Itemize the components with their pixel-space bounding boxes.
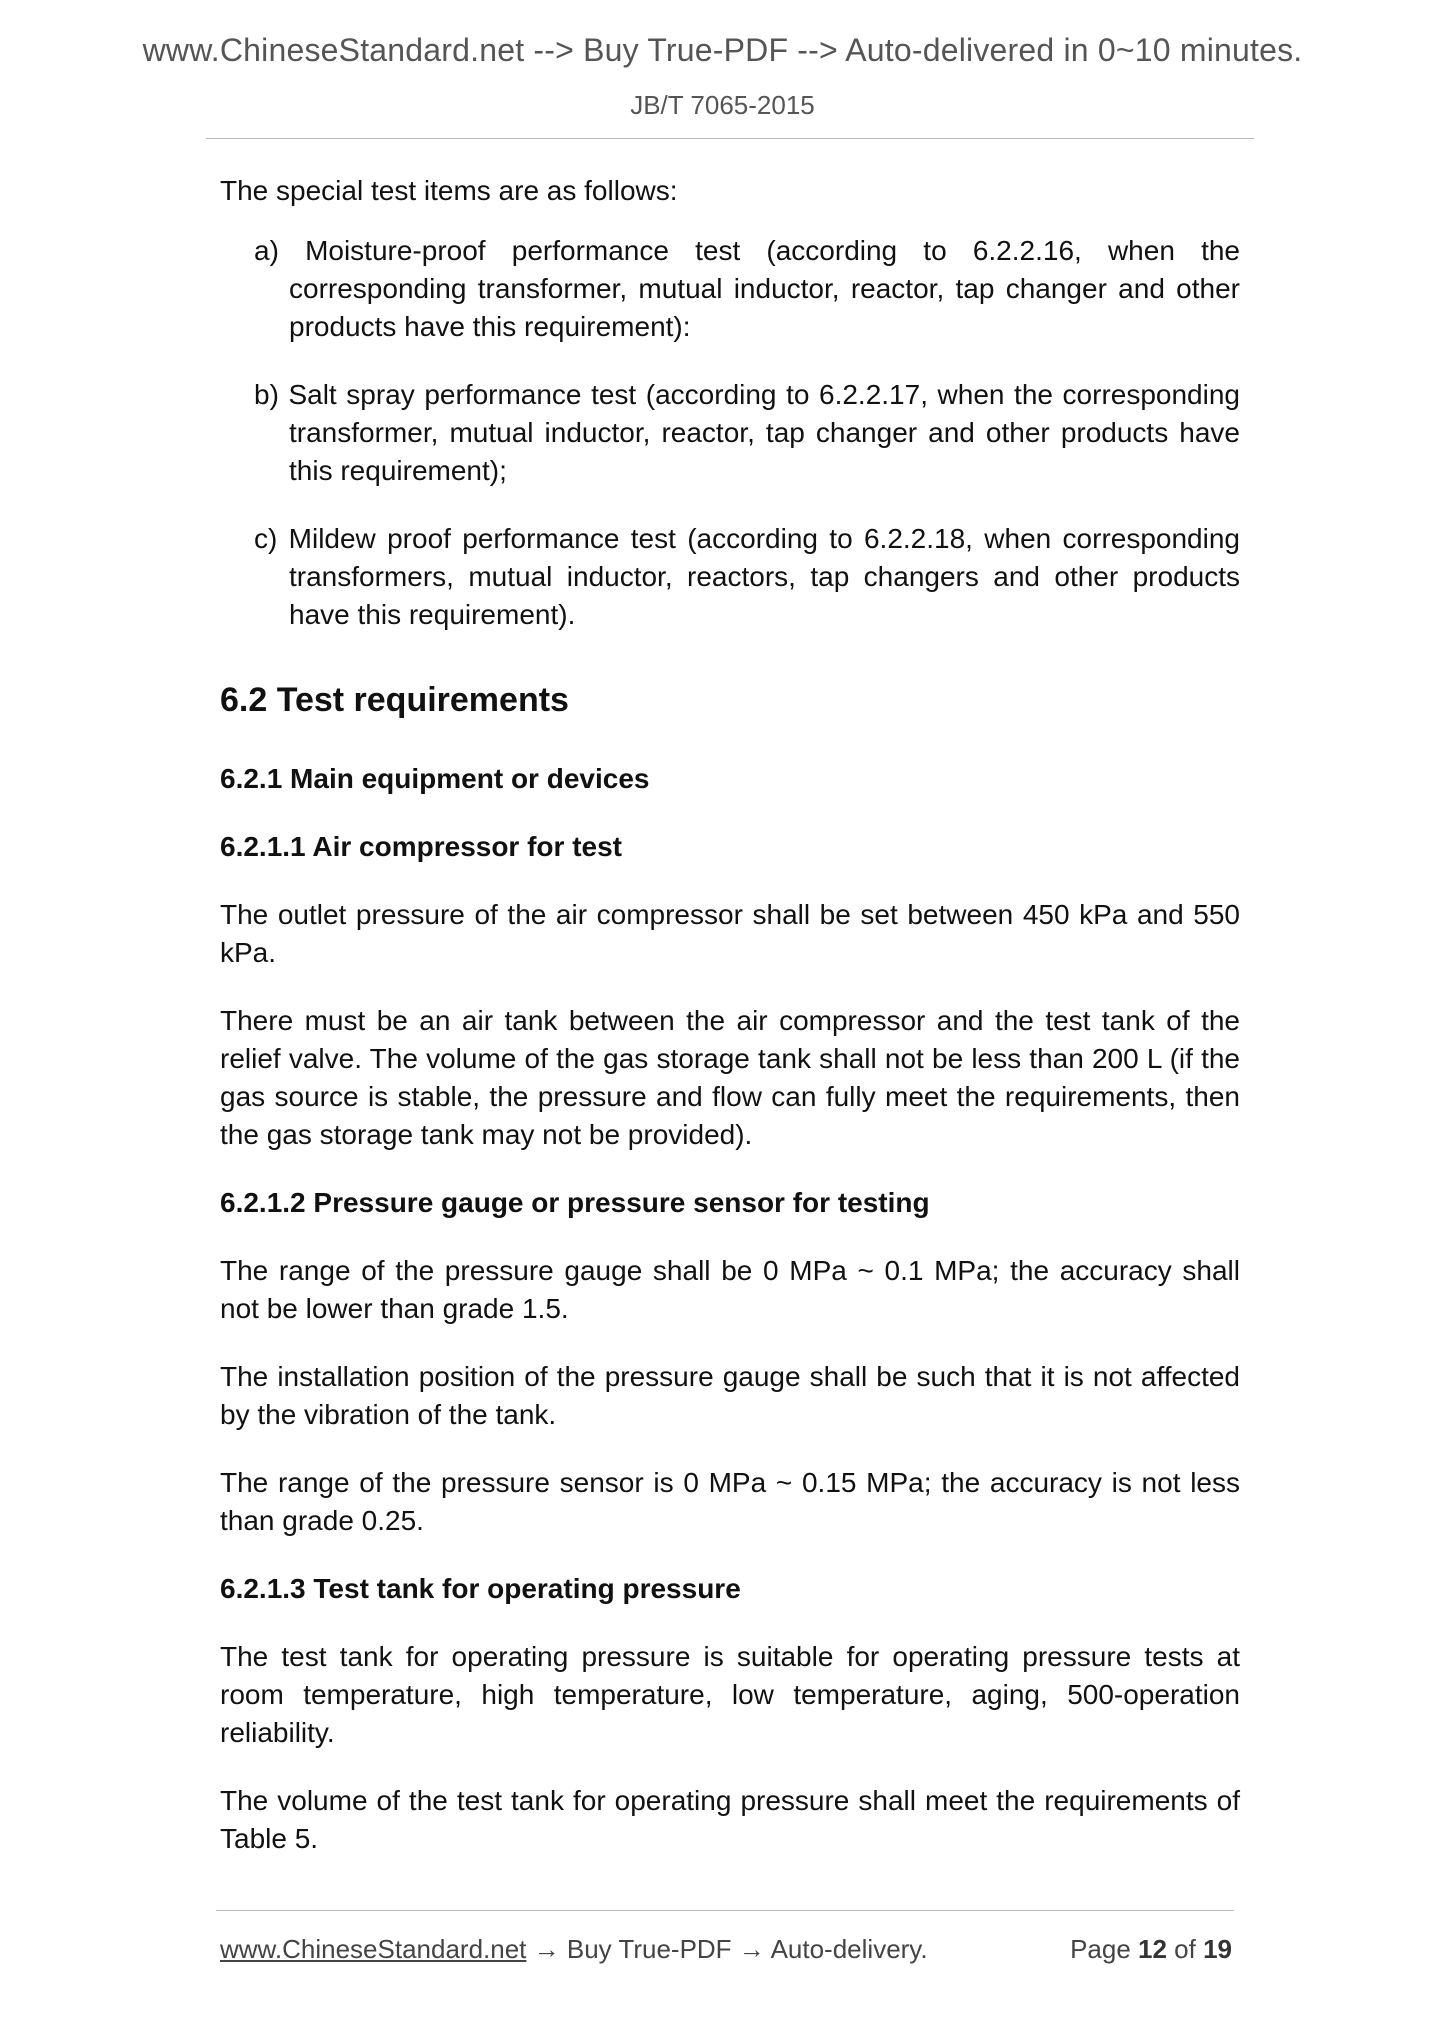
section-heading-6-2: 6.2 Test requirements <box>220 681 569 719</box>
intro-paragraph: The special test items are as follows: <box>220 175 678 206</box>
page-content <box>220 172 1240 1858</box>
list-item-b: b) Salt spray performance test (according to 6.2.2.17, when the corresponding transformer, mutual inductor, reactor, tap changer and other products have this requirement); <box>254 379 1240 486</box>
section-heading-6-2-1-3: 6.2.1.3 Test tank for operating pressure <box>220 1573 741 1604</box>
list-item-c: c) Mildew proof performance test (according to 6.2.2.18, when corresponding transformers, mutual inductor, reactors, tap changers and other products have this requirement). <box>254 523 1240 630</box>
paragraph-gauge-position: The installation position of the pressure gauge shall be such that it is not affected by the vibration of the tank. <box>220 1361 1240 1430</box>
of-label: of <box>1166 1934 1204 1964</box>
paragraph-sensor-range: The range of the pressure sensor is 0 MPa ~ 0.15 MPa; the accuracy is not less than grade 0.25. <box>220 1467 1240 1536</box>
section-heading-6-2-1-2: 6.2.1.2 Pressure gauge or pressure sensor for testing <box>220 1187 930 1218</box>
section-heading-6-2-1-1: 6.2.1.1 Air compressor for test <box>220 831 623 862</box>
page-label: Page <box>1070 1934 1139 1964</box>
total-pages: 19 <box>1203 1934 1232 1964</box>
header-banner: www.ChineseStandard.net --> Buy True-PDF --> Auto-delivered in 0~10 minutes. <box>142 32 1303 68</box>
paragraph-gauge-range: The range of the pressure gauge shall be 0 MPa ~ 0.1 MPa; the accuracy shall not be lower than grade 1.5. <box>220 1255 1240 1324</box>
document-code: JB/T 7065-2015 <box>630 90 815 120</box>
list-item-a: a) Moisture-proof performance test (according to 6.2.2.16, when the corresponding transformer, mutual inductor, reactor, tap changer and other products have this requirement): <box>254 235 1240 342</box>
footer-left <box>220 1934 928 1965</box>
footer-site-link[interactable]: www.ChineseStandard.net <box>220 1934 527 1964</box>
paragraph-outlet-pressure: The outlet pressure of the air compressor shall be set between 450 kPa and 550 kPa. <box>220 899 1240 968</box>
footer-divider <box>216 1910 1234 1911</box>
page-indicator <box>1070 1934 1232 1965</box>
header-divider <box>206 138 1254 139</box>
paragraph-air-tank: There must be an air tank between the air compressor and the test tank of the relief valve. The volume of the gas storage tank shall not be less than 200 L (if the gas source is stable, the pressure and flow can fully meet the requirements, then the gas storage tank may not be provided). <box>220 1005 1240 1150</box>
paragraph-tank-volume: The volume of the test tank for operating pressure shall meet the requirements of Table 5. <box>220 1785 1240 1854</box>
paragraph-tank-suitable: The test tank for operating pressure is suitable for operating pressure tests at room temperature, high temperature, low temperature, aging, 500-operation reliability. <box>220 1641 1240 1748</box>
footer-suffix: → Buy True-PDF → Auto-delivery. <box>526 1934 928 1964</box>
section-heading-6-2-1: 6.2.1 Main equipment or devices <box>220 763 650 794</box>
page-number: 12 <box>1138 1934 1167 1964</box>
